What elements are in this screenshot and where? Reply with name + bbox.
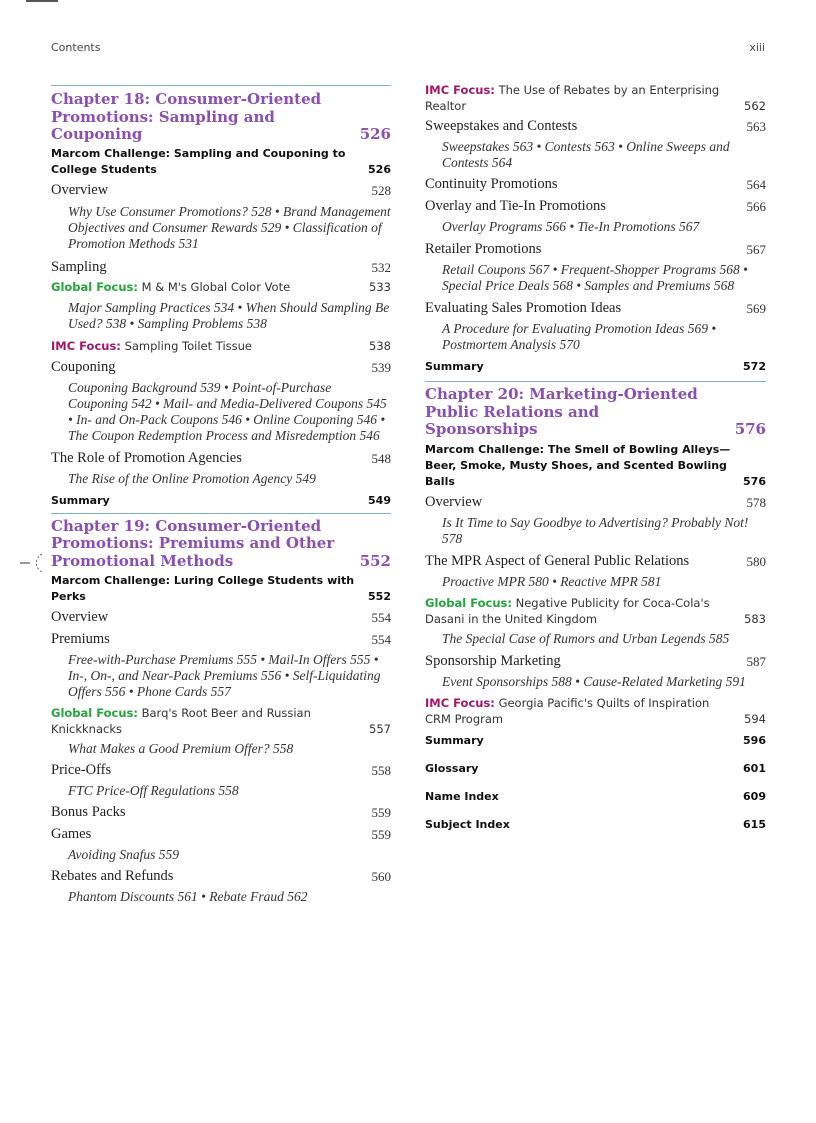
subsection-list: Retail Coupons 567 • Frequent-Shopper Programs 568 • Special Price Deals 568 • Samples and Premiums 568: [442, 262, 748, 293]
crop-marker-icon: [20, 551, 50, 575]
imc-focus-box[interactable]: IMC Focus: Sampling Toilet Tissue 538: [51, 338, 391, 353]
subsection-list: The Rise of the Online Promotion Agency 549: [68, 470, 316, 486]
toc-right-column: [425, 82, 766, 833]
section-evaluating[interactable]: Evaluating Sales Promotion Ideas 569: [425, 300, 766, 316]
section-overview[interactable]: Overview 554: [51, 609, 391, 625]
section-sponsorship[interactable]: Sponsorship Marketing 587: [425, 652, 766, 669]
section-premiums[interactable]: Premiums 554: [51, 631, 391, 647]
chapter-page: 552: [359, 551, 391, 570]
section-sampling[interactable]: Sampling 532: [51, 258, 391, 275]
subsection-list: Avoiding Snafus 559: [68, 847, 179, 862]
section-retailer[interactable]: Retailer Promotions 567: [425, 241, 766, 257]
section-couponing[interactable]: Couponing 539: [51, 358, 391, 375]
section-overview[interactable]: Overview 528: [51, 181, 391, 198]
page-number: xiii: [749, 41, 765, 54]
subsection-list: The Special Case of Rumors and Urban Legends 585: [442, 630, 730, 646]
subsection-list: Is It Time to Say Goodbye to Advertising? Probably Not! 578: [442, 514, 749, 546]
glossary-entry[interactable]: Glossary 601: [425, 761, 766, 775]
subsection-list: FTC Price-Off Regulations 558: [68, 783, 239, 798]
subsection-list: Overlay Programs 566 • Tie-In Promotions 567: [442, 219, 700, 234]
chapter-20-title[interactable]: Chapter 20: Marketing-Oriented Public Relations and Sponsorships 576: [425, 385, 766, 438]
global-focus-box[interactable]: Global Focus: Negative Publicity for Coca-Cola's Dasani in the United Kingdom 583: [425, 595, 766, 626]
subsection-list: Phantom Discounts 561 • Rebate Fraud 562: [68, 889, 308, 904]
section-bonus-packs[interactable]: Bonus Packs 559: [51, 804, 391, 820]
summary-entry[interactable]: Summary 596: [425, 733, 766, 747]
chapter-page: 526: [359, 125, 391, 143]
marcom-challenge[interactable]: Marcom Challenge: The Smell of Bowling Alleys—Beer, Smoke, Musty Shoes, and Scented Bowling Balls 576: [425, 442, 766, 488]
section-rebates[interactable]: Rebates and Refunds 560: [51, 868, 391, 884]
section-mpr[interactable]: The MPR Aspect of General Public Relations 580: [425, 552, 766, 569]
chapter-19-title[interactable]: Chapter 19: Consumer-Oriented Promotions: Premiums and Other Promotional Methods 552: [51, 516, 391, 570]
subsection-list: Free-with-Purchase Premiums 555 • Mail-In Offers 555 • In-, On-, and Near-Pack Premiums 556 • Self-Liquidating Offers 556 • Phone Cards 557: [68, 652, 381, 699]
subsection-list: Major Sampling Practices 534 • When Should Sampling Be Used? 538 • Sampling Problems 538: [68, 299, 390, 331]
section-promotion-agencies[interactable]: The Role of Promotion Agencies 548: [51, 449, 391, 466]
section-continuity[interactable]: Continuity Promotions 564: [425, 176, 766, 192]
running-header: Contents: [51, 41, 101, 54]
subsection-list: A Procedure for Evaluating Promotion Ideas 569 • Postmortem Analysis 570: [442, 321, 717, 352]
imc-focus-box[interactable]: IMC Focus: The Use of Rebates by an Enterprising Realtor 562: [425, 83, 766, 113]
subsection-list: What Makes a Good Premium Offer? 558: [68, 741, 294, 756]
name-index-entry[interactable]: Name Index 609: [425, 789, 766, 803]
global-focus-box[interactable]: Global Focus: M & M's Global Color Vote 533: [51, 279, 391, 294]
subsection-list: Sweepstakes 563 • Contests 563 • Online Sweeps and Contests 564: [442, 139, 730, 170]
subsection-list: Why Use Consumer Promotions? 528 • Brand Management Objectives and Consumer Rewards 529 • Classification of Promotion Methods 531: [68, 203, 391, 251]
subsection-list: Couponing Background 539 • Point-of-Purchase Couponing 542 • Mail- and Media-Delivered Coupons 545 • In- and On-Pack Coupons 546 • Online Couponing 546 • The Coupon Redemption Process and Misredemption 546: [68, 379, 387, 443]
marcom-challenge[interactable]: Marcom Challenge: Sampling and Couponing to College Students 526: [51, 146, 391, 176]
marcom-challenge[interactable]: Marcom Challenge: Luring College Students with Perks 552: [51, 574, 391, 603]
section-overlay[interactable]: Overlay and Tie-In Promotions 566: [425, 198, 766, 214]
subsection-list: Proactive MPR 580 • Reactive MPR 581: [442, 573, 662, 589]
summary-entry[interactable]: Summary 549: [51, 493, 391, 507]
toc-left-column: [51, 85, 391, 905]
imc-focus-box[interactable]: IMC Focus: Georgia Pacific's Quilts of Inspiration CRM Program 594: [425, 695, 766, 726]
page-top-line: [26, 0, 58, 2]
chapter-18-title[interactable]: Chapter 18: Consumer-Oriented Promotions: Sampling and Couponing 526: [51, 90, 391, 143]
section-sweepstakes[interactable]: Sweepstakes and Contests 563: [425, 118, 766, 134]
section-games[interactable]: Games 559: [51, 826, 391, 842]
section-overview[interactable]: Overview 578: [425, 493, 766, 510]
section-price-offs[interactable]: Price-Offs 558: [51, 762, 391, 778]
subject-index-entry[interactable]: Subject Index 615: [425, 817, 766, 831]
chapter-page: 576: [734, 420, 766, 438]
summary-entry[interactable]: Summary 572: [425, 360, 766, 373]
subsection-list: Event Sponsorships 588 • Cause-Related Marketing 591: [442, 673, 746, 689]
global-focus-box[interactable]: Global Focus: Barq's Root Beer and Russian Knickknacks 557: [51, 706, 391, 736]
